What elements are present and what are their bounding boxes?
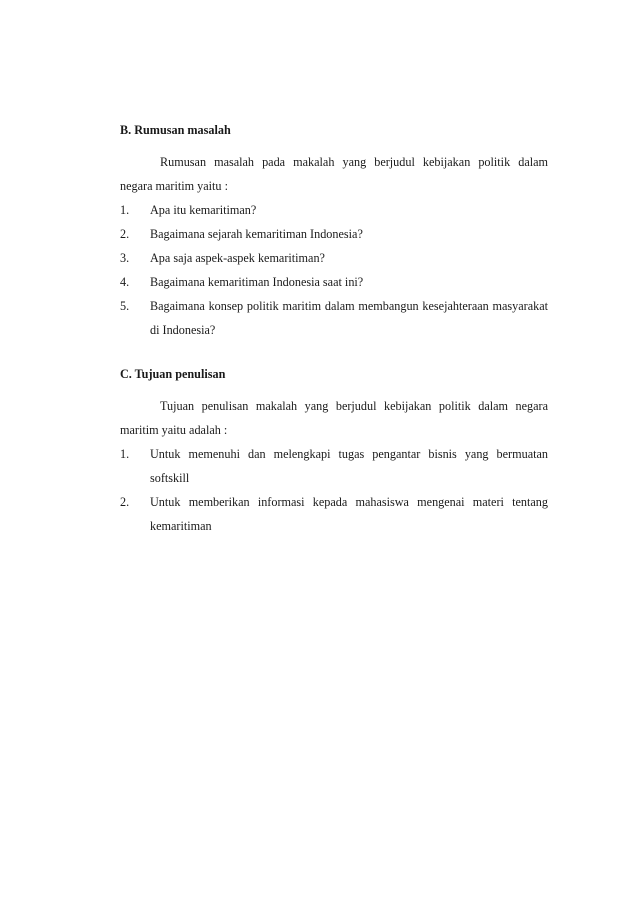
section-rumusan-masalah <box>120 118 548 342</box>
page-content <box>120 118 548 538</box>
list-number: 4. <box>120 275 130 289</box>
list-number: 2. <box>120 495 130 509</box>
section-heading: B. Rumusan masalah <box>120 123 231 137</box>
list-text: Untuk memenuhi dan melengkapi tugas pengantar bisnis yang bermuatan softskill <box>150 447 548 485</box>
list-number: 5. <box>120 299 130 313</box>
intro-line: Tujuan penulisan makalah yang berjudul kebijakan politik dalam negara <box>160 399 548 413</box>
list-number: 1. <box>120 203 130 217</box>
list-text: Bagaimana kemaritiman Indonesia saat ini? <box>150 275 364 289</box>
list-number: 1. <box>120 447 130 461</box>
intro-line: negara maritim yaitu : <box>120 179 228 193</box>
list-item <box>120 222 548 246</box>
list-text: Bagaimana konsep politik maritim dalam membangun kesejahteraan masyarakat di Indonesia? <box>150 299 548 337</box>
list-number: 2. <box>120 227 130 241</box>
section-tujuan-penulisan <box>120 362 548 538</box>
list-text: Apa saja aspek-aspek kemaritiman? <box>150 251 325 265</box>
list-text: Untuk memberikan informasi kepada mahasiswa mengenai materi tentang kemaritiman <box>150 495 548 533</box>
list-number: 3. <box>120 251 130 265</box>
problem-list <box>120 198 548 342</box>
list-item <box>120 294 548 342</box>
intro-line: maritim yaitu adalah : <box>120 423 228 437</box>
list-item <box>120 246 548 270</box>
list-item <box>120 490 548 538</box>
list-text: Bagaimana sejarah kemaritiman Indonesia? <box>150 227 363 241</box>
list-text: Apa itu kemaritiman? <box>150 203 257 217</box>
intro-paragraph <box>120 394 548 442</box>
purpose-list <box>120 442 548 538</box>
intro-line: Rumusan masalah pada makalah yang berjudul kebijakan politik dalam <box>160 155 548 169</box>
list-item <box>120 270 548 294</box>
list-item <box>120 442 548 490</box>
section-heading: C. Tujuan penulisan <box>120 367 226 381</box>
intro-paragraph <box>120 150 548 198</box>
list-item <box>120 198 548 222</box>
